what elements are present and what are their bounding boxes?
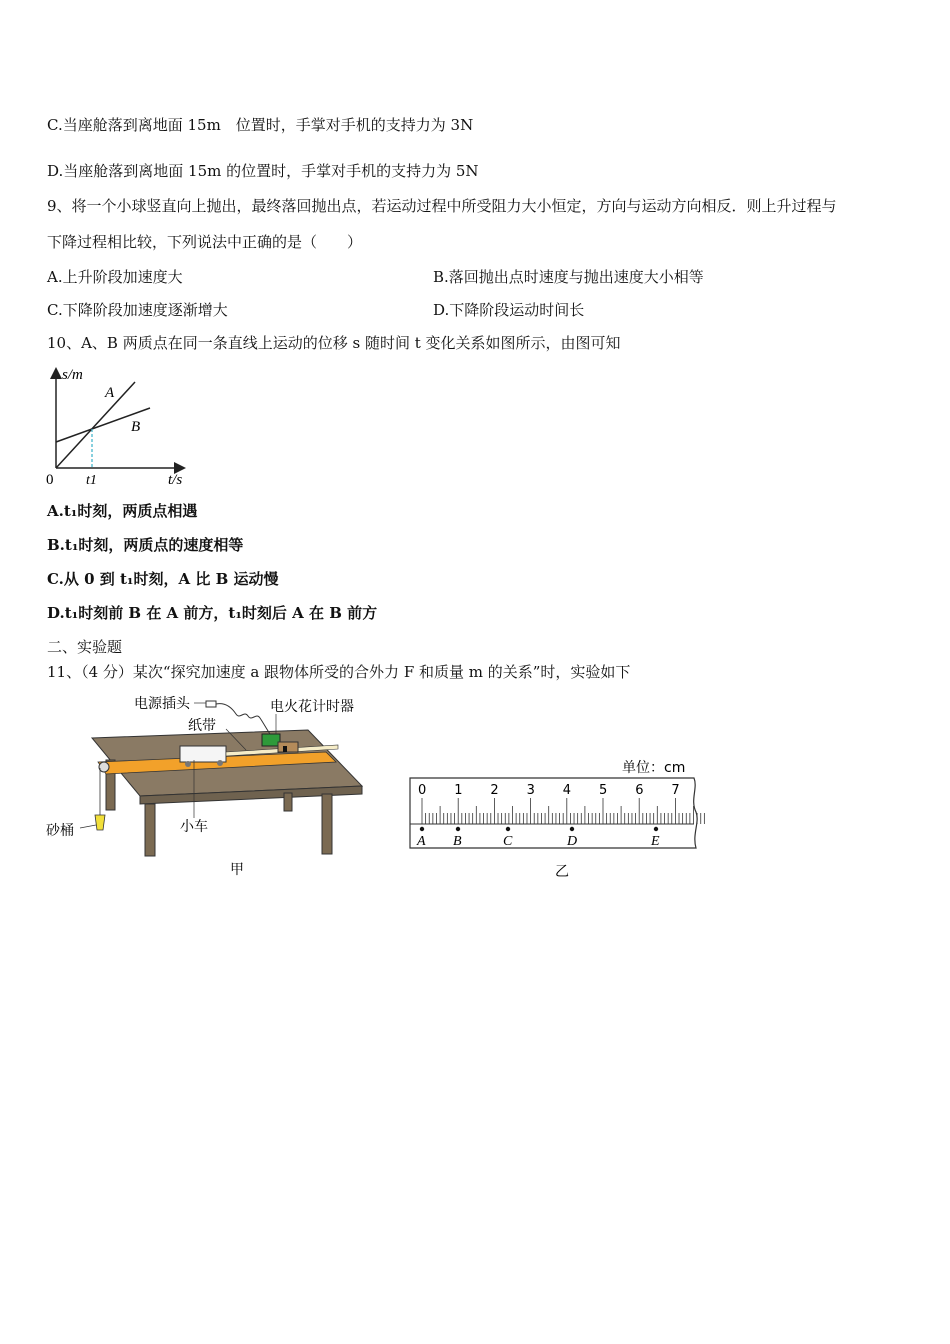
- figure-yi-ruler: [400, 752, 710, 880]
- label-cart: 小车: [180, 819, 208, 835]
- label-power-plug: 电源插头: [134, 696, 190, 712]
- q9-option-c: C.下降阶段加速度逐渐增大: [47, 301, 228, 319]
- tape-point-dot: [420, 827, 424, 831]
- q8-option-c: C.当座舱落到离地面 15m 位置时，手掌对手机的支持力为 3N: [47, 116, 474, 134]
- power-cord: [216, 704, 270, 734]
- tape-point-label: C: [503, 834, 513, 849]
- ruler-tick-label: 4: [562, 783, 572, 798]
- caption-yi: 乙: [555, 864, 569, 880]
- timer-base: [278, 742, 298, 752]
- x-axis-label: t/s: [168, 472, 183, 488]
- tape-point-dot: [506, 827, 510, 831]
- cart-wheel: [217, 760, 223, 766]
- ruler-tick-label: 3: [526, 783, 535, 798]
- spark-timer: [262, 734, 280, 746]
- timer-terminal: [283, 746, 287, 752]
- table-leg: [284, 793, 292, 811]
- q10-st-graph: [40, 360, 200, 490]
- tape-point-label: D: [567, 834, 578, 849]
- line-b-label: B: [131, 419, 141, 435]
- tape-point-dot: [654, 827, 658, 831]
- q9-option-d: D.下降阶段运动时间长: [433, 301, 585, 319]
- tape-point-label: E: [651, 834, 660, 849]
- table-leg: [322, 794, 332, 854]
- tape-point-label: B: [453, 834, 462, 849]
- cart: [180, 746, 226, 762]
- q10-stem: 10、A、B 两质点在同一条直线上运动的位移 s 随时间 t 变化关系如图所示，由图可知: [47, 334, 621, 352]
- q11-stem: 11、（4 分）某次“探究加速度 a 跟物体所受的合外力 F 和质量 m 的关系”时，实验如下: [47, 663, 631, 681]
- ruler-tick-label: 7: [671, 783, 680, 798]
- label-sand-bucket: 砂桶: [46, 823, 74, 839]
- ruler-tick-label: 2: [490, 783, 499, 798]
- label-spark-timer: 电火花计时器: [270, 699, 354, 715]
- pulley: [99, 762, 109, 772]
- caption-jia: 甲: [230, 862, 244, 878]
- ruler-tick-label: 6: [635, 783, 644, 798]
- tape-point-label: A: [417, 834, 426, 849]
- y-axis-label: s/m: [62, 367, 83, 383]
- leader-line: [80, 825, 96, 828]
- line-a-label: A: [105, 385, 115, 401]
- q8-option-d: D.当座舱落到离地面 15m 的位置时，手掌对手机的支持力为 5N: [47, 162, 479, 180]
- q9-option-a: A.上升阶段加速度大: [47, 268, 183, 286]
- power-plug: [206, 701, 216, 707]
- t1-label: t1: [86, 473, 97, 488]
- ruler-tick-label: 0: [418, 783, 427, 798]
- q10-option-b: B.t₁时刻，两质点的速度相等: [47, 536, 244, 554]
- unit-label: 单位：cm: [622, 760, 686, 776]
- q10-option-d: D.t₁时刻前 B 在 A 前方，t₁时刻后 A 在 B 前方: [47, 604, 378, 622]
- q9-stem-line1: 9、将一个小球竖直向上抛出，最终落回抛出点，若运动过程中所受阻力大小恒定，方向与运动方向相反．则上升过程与: [47, 197, 837, 215]
- section-heading: 二、实验题: [47, 638, 123, 656]
- tape-point-dot: [456, 827, 460, 831]
- sand-bucket: [95, 815, 105, 830]
- ruler-tick-label: 5: [599, 783, 608, 798]
- q10-option-a: A.t₁时刻，两质点相遇: [47, 502, 198, 520]
- q9-option-b: B.落回抛出点时速度与抛出速度大小相等: [433, 268, 704, 286]
- tape-point-dot: [570, 827, 574, 831]
- label-paper-tape: 纸带: [188, 718, 216, 734]
- q10-option-c: C.从 0 到 t₁时刻，A 比 B 运动慢: [47, 570, 279, 588]
- cart-wheel: [185, 761, 191, 767]
- line-a: [56, 382, 135, 468]
- figure-jia-apparatus: [40, 690, 370, 880]
- table-leg: [145, 804, 155, 856]
- origin-label: 0: [46, 472, 54, 488]
- q9-stem-line2: 下降过程相比较，下列说法中正确的是（ ）: [47, 233, 363, 251]
- ruler-tick-label: 1: [454, 783, 463, 798]
